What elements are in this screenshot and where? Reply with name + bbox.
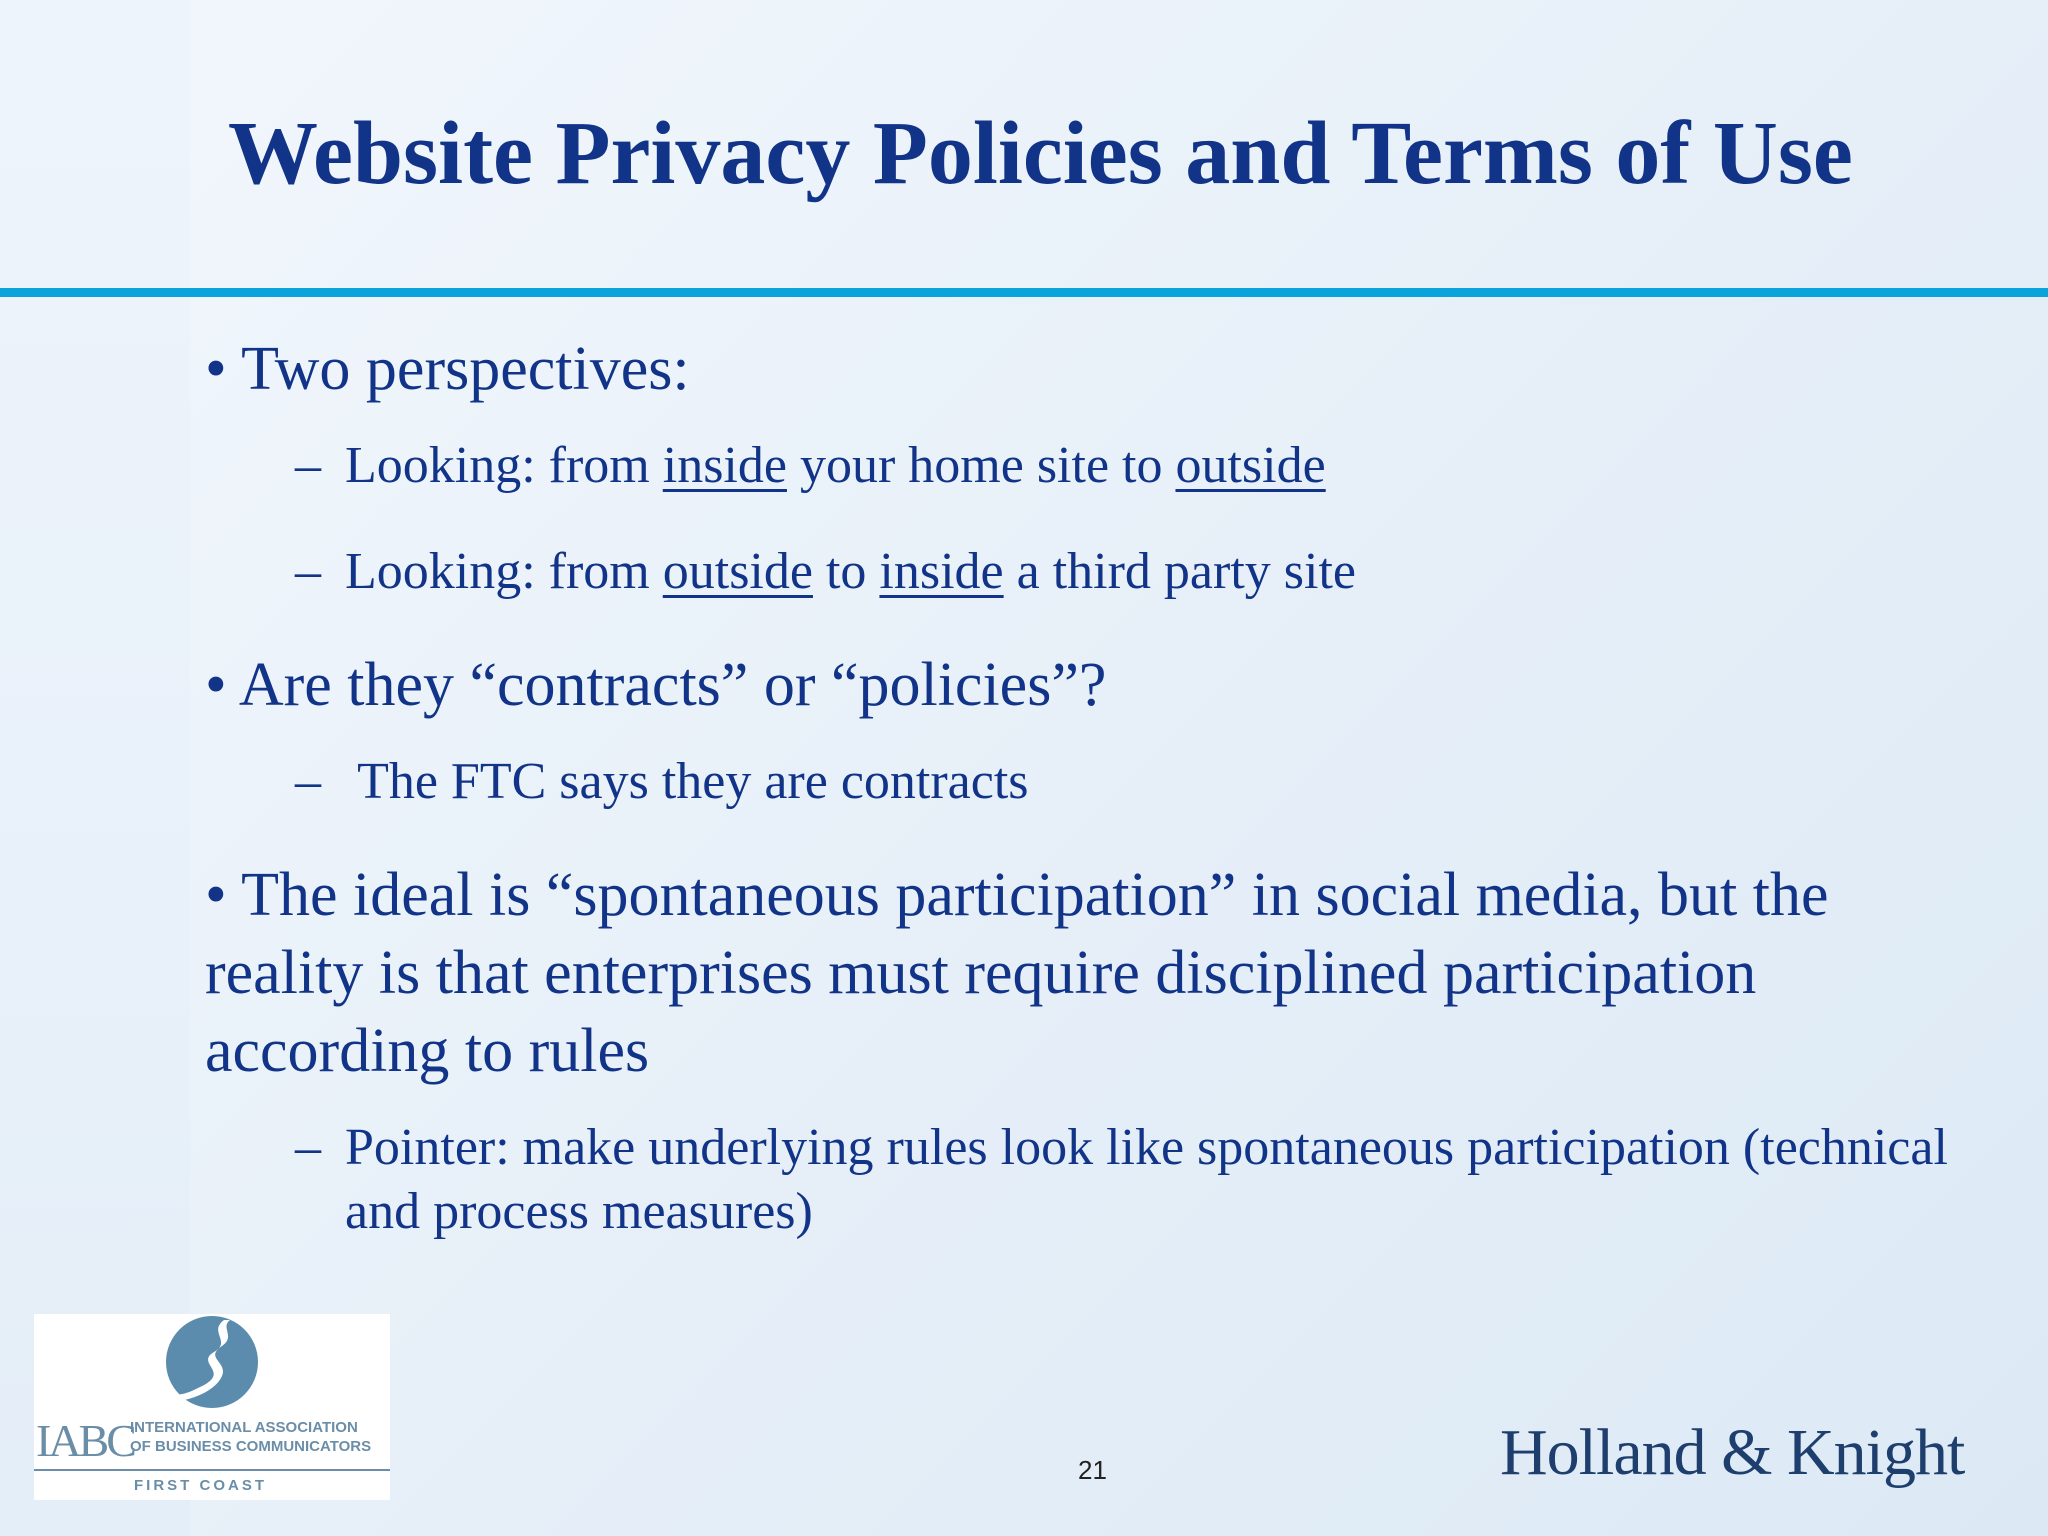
page-number: 21	[1078, 1455, 1107, 1485]
sub-bullet-pointer	[205, 1116, 1995, 1244]
sub-bullet-text: Looking: from	[345, 437, 663, 494]
left-background-band	[0, 0, 190, 1536]
sub-bullet-outside-inside	[205, 540, 1995, 604]
underlined-inside: inside	[662, 437, 787, 494]
holland-knight-logo: Holland & Knight	[1500, 1416, 1965, 1489]
bullet-two-perspectives	[205, 330, 1995, 408]
iabc-logo	[34, 1314, 390, 1500]
bullet-text: Are they “contracts” or “policies”?	[238, 651, 1107, 719]
slide-content	[205, 330, 1995, 1286]
bullet-spontaneous-participation	[205, 856, 1995, 1090]
dash-marker: –	[295, 753, 321, 810]
bullet-text: Two perspectives:	[241, 335, 690, 403]
underlined-outside: outside	[1175, 437, 1326, 494]
bullet-contracts-or-policies	[205, 646, 1995, 724]
iabc-full-name	[130, 1418, 371, 1456]
sub-bullet-text: a third party site	[1003, 543, 1356, 600]
iabc-chapter: FIRST COAST	[134, 1477, 267, 1494]
bullet-marker: •	[205, 651, 227, 719]
dash-marker: –	[295, 543, 321, 600]
dash-marker: –	[295, 437, 321, 494]
iabc-name-line-2: OF BUSINESS COMMUNICATORS	[130, 1438, 372, 1455]
title-divider	[0, 288, 2048, 297]
iabc-abbreviation: IABC	[36, 1415, 134, 1466]
sub-bullet-text: The FTC says they are contracts	[357, 753, 1029, 810]
sub-bullet-text: to	[812, 543, 880, 600]
sub-bullet-text: Pointer: make underlying rules look like spontaneous participation (technical and process measures)	[345, 1119, 1948, 1240]
bullet-marker: •	[205, 335, 227, 403]
dash-marker: –	[295, 1119, 321, 1176]
bullet-text: The ideal is “spontaneous participation” in social media, but the reality is that enterprises must require disciplined participation according to rules	[205, 861, 1829, 1085]
sub-bullet-text: Looking: from	[345, 543, 663, 600]
slide-title: Website Privacy Policies and Terms of Use	[228, 104, 1853, 203]
iabc-emblem-icon	[164, 1314, 260, 1410]
iabc-name-line-1: INTERNATIONAL ASSOCIATION	[130, 1419, 358, 1436]
bullet-marker: •	[205, 861, 227, 929]
iabc-divider	[34, 1469, 390, 1471]
sub-bullet-ftc	[205, 750, 1995, 814]
underlined-inside: inside	[879, 543, 1004, 600]
sub-bullet-inside-outside	[205, 434, 1995, 498]
sub-bullet-text: your home site to	[786, 437, 1176, 494]
underlined-outside: outside	[662, 543, 813, 600]
